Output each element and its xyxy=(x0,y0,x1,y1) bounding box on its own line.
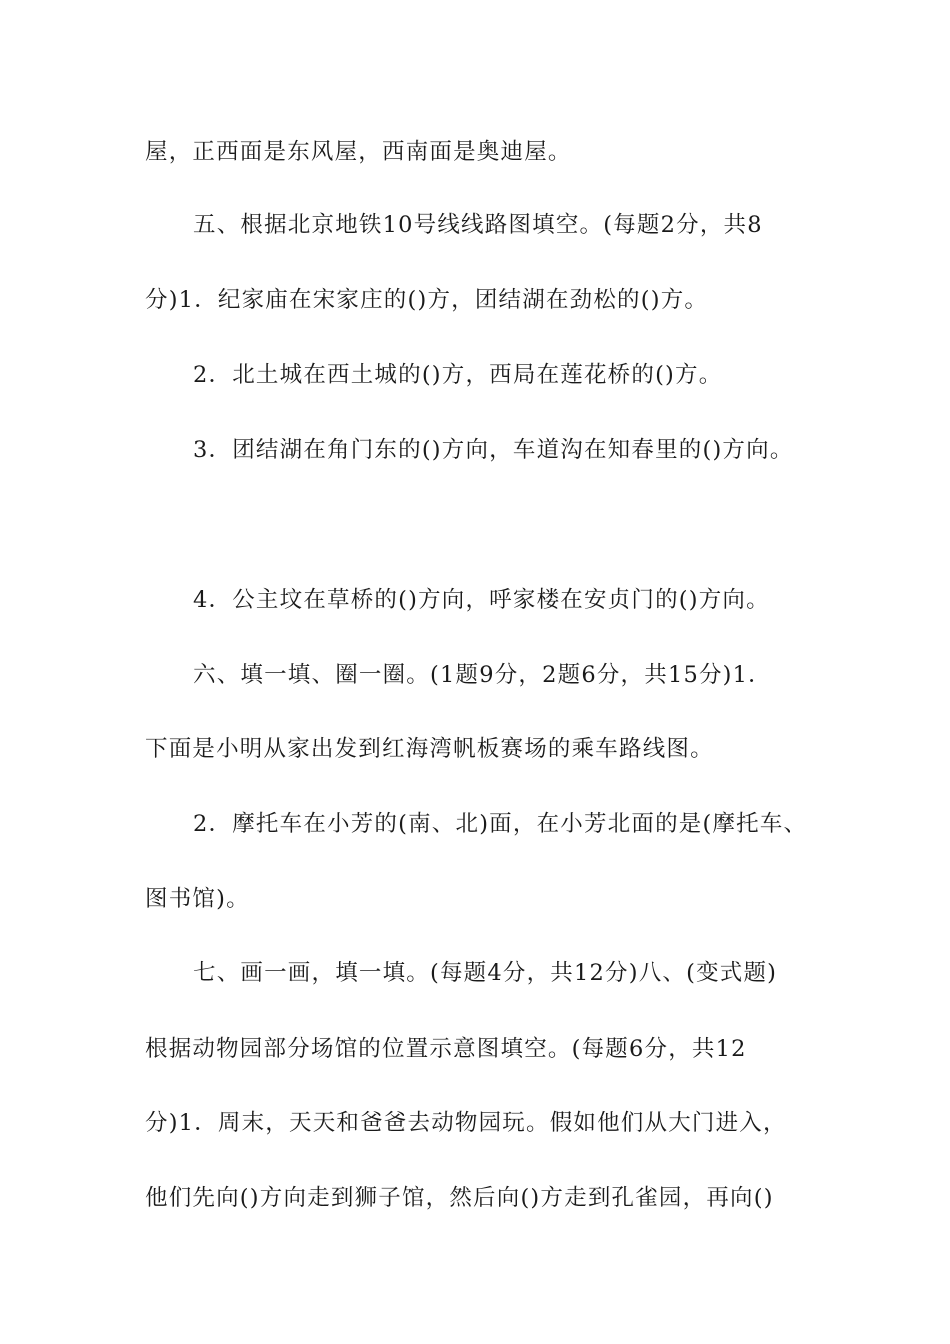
text-line-9: 2．摩托车在小芳的(南、北)面，在小芳北面的是(摩托车、 xyxy=(193,811,808,837)
text-line-4: 2．北土城在西土城的()方，西局在莲花桥的()方。 xyxy=(193,362,723,388)
text-line-12: 根据动物园部分场馆的位置示意图填空。(每题6分，共12 xyxy=(145,1036,747,1062)
text-line-3: 分)1．纪家庙在宋家庄的()方，团结湖在劲松的()方。 xyxy=(145,287,709,313)
text-line-7: 六、填一填、圈一圈。(1题9分，2题6分，共15分)1． xyxy=(193,662,772,688)
text-line-6: 4．公主坟在草桥的()方向，呼家楼在安贞门的()方向。 xyxy=(193,587,770,613)
text-line-13: 分)1．周末，天天和爸爸去动物园玩。假如他们从大门进入， xyxy=(145,1110,787,1136)
text-line-1: 屋，正西面是东风屋，西南面是奥迪屋。 xyxy=(145,139,572,165)
text-line-10: 图书馆)。 xyxy=(145,886,250,912)
text-line-2: 五、根据北京地铁10号线线路图填空。(每题2分，共8 xyxy=(193,212,763,238)
text-line-11: 七、画一画，填一填。(每题4分，共12分)八、(变式题) xyxy=(193,960,778,986)
text-line-8: 下面是小明从家出发到红海湾帆板赛场的乘车路线图。 xyxy=(145,736,714,762)
text-line-5: 3．团结湖在角门东的()方向，车道沟在知春里的()方向。 xyxy=(193,437,794,463)
text-line-14: 他们先向()方向走到狮子馆，然后向()方走到孔雀园，再向() xyxy=(145,1185,774,1211)
